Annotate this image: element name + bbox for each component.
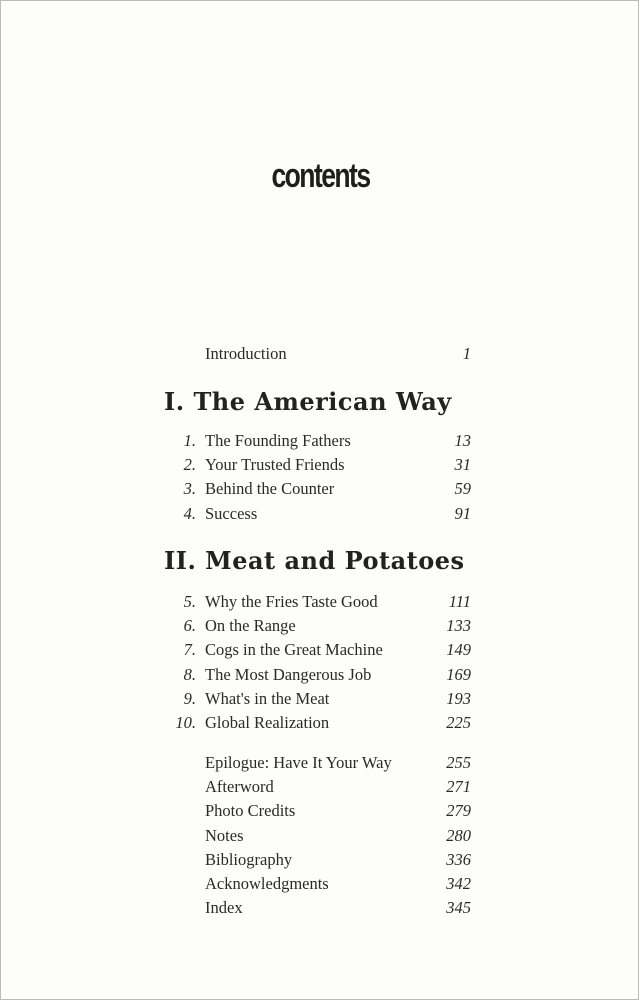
- toc-entry[interactable]: [151, 665, 471, 687]
- entry-page: 111: [448, 592, 471, 611]
- toc-entry[interactable]: [151, 874, 471, 896]
- entry-label: Epilogue: Have It Your Way: [205, 753, 392, 772]
- part-heading: I. The American Way: [164, 387, 452, 416]
- entry-label: On the Range: [205, 616, 296, 636]
- entry-label: Success: [205, 503, 258, 523]
- chapter-number: 6.: [183, 616, 196, 636]
- entry-page: 193: [446, 688, 471, 708]
- entry-label: Global Realization: [205, 713, 330, 732]
- chapter-number: 3.: [183, 479, 196, 499]
- entry-page: 336: [446, 849, 471, 869]
- toc-entry[interactable]: [151, 479, 471, 501]
- toc-entry[interactable]: [151, 455, 471, 477]
- toc-entry[interactable]: [151, 826, 471, 848]
- toc-entry[interactable]: [151, 616, 471, 638]
- toc-entry[interactable]: [151, 850, 471, 872]
- chapter-number: 1.: [183, 431, 196, 450]
- toc-entry[interactable]: [151, 592, 471, 614]
- entry-page: 280: [446, 825, 471, 845]
- chapter-number: 4.: [183, 503, 196, 523]
- entry-label: Behind the Counter: [205, 479, 335, 499]
- entry-label: Your Trusted Friends: [205, 455, 345, 475]
- toc-entry-introduction[interactable]: [151, 344, 471, 366]
- chapter-number: 9.: [183, 688, 196, 708]
- entry-page: 31: [454, 455, 471, 475]
- entry-label: Bibliography: [205, 849, 293, 869]
- chapter-number: 8.: [183, 664, 196, 684]
- toc-entry[interactable]: [151, 504, 471, 526]
- chapter-number: 7.: [183, 640, 196, 660]
- entry-page: 149: [446, 640, 471, 660]
- entry-page: 59: [454, 479, 471, 499]
- toc-entry[interactable]: [151, 777, 471, 799]
- entry-label: The Founding Fathers: [205, 431, 351, 450]
- entry-page: 13: [454, 431, 471, 450]
- entry-label: What's in the Meat: [205, 688, 330, 708]
- toc-entry[interactable]: [151, 689, 471, 711]
- entry-page: 91: [454, 503, 471, 523]
- chapter-number: 10.: [175, 713, 196, 732]
- toc-entry[interactable]: [151, 898, 471, 920]
- entry-page: 169: [446, 664, 471, 684]
- toc-entry[interactable]: [151, 640, 471, 662]
- entry-label: The Most Dangerous Job: [205, 664, 372, 684]
- chapter-number: 2.: [183, 455, 196, 475]
- entry-page: 133: [446, 616, 471, 636]
- toc-entry[interactable]: [151, 713, 471, 735]
- entry-page: 345: [446, 898, 471, 918]
- entry-page: 271: [446, 777, 471, 797]
- entry-label: Introduction: [205, 344, 287, 363]
- part-heading: II. Meat and Potatoes: [164, 546, 465, 575]
- entry-page: 225: [446, 713, 471, 732]
- entry-label: Why the Fries Taste Good: [205, 592, 378, 611]
- entry-label: Notes: [205, 825, 244, 845]
- toc-entry[interactable]: [151, 753, 471, 775]
- entry-page: 279: [446, 801, 471, 821]
- entry-label: Index: [205, 898, 243, 918]
- chapter-number: 5.: [183, 592, 196, 611]
- entry-label: Photo Credits: [205, 801, 296, 821]
- entry-page: 342: [446, 874, 471, 893]
- page-title: contents: [271, 157, 370, 195]
- entry-label: Acknowledgments: [205, 874, 329, 893]
- toc-entry[interactable]: [151, 431, 471, 453]
- entry-label: Afterword: [205, 777, 274, 797]
- entry-label: Cogs in the Great Machine: [205, 640, 383, 660]
- entry-page: 1: [462, 344, 471, 363]
- toc-entry[interactable]: [151, 801, 471, 823]
- entry-page: 255: [446, 753, 471, 772]
